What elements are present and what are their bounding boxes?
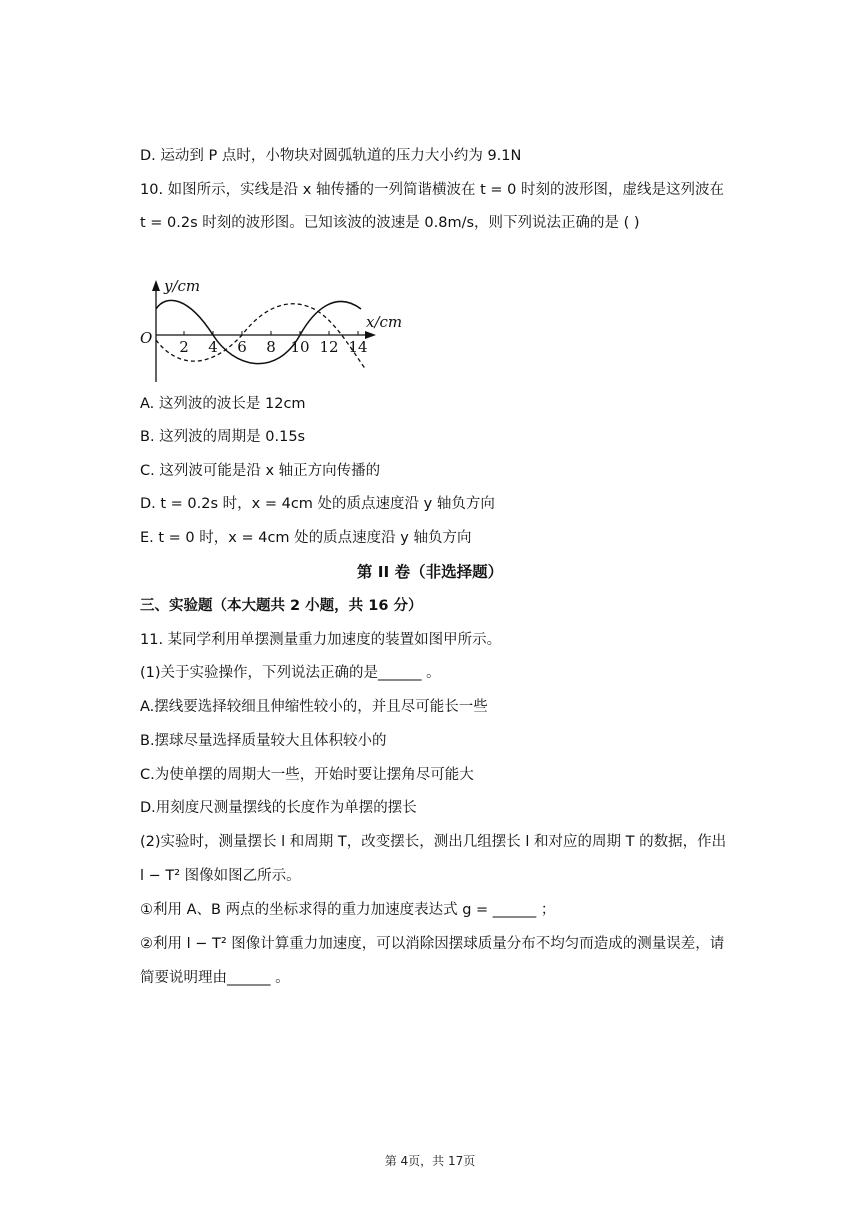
part-title: 三、实验题（本大题共 2 小题，共 16 分） — [140, 598, 423, 614]
origin-label: O — [140, 329, 153, 347]
y-axis-label: y/cm — [164, 277, 201, 295]
q10-option-e: E. t = 0 时，x = 4cm 处的质点速度沿 y 轴负方向 — [140, 530, 472, 546]
volume-title: 第 II 卷（非选择题） — [356, 563, 504, 581]
q11-sub1: (1)关于实验操作，下列说法正确的是______ 。 — [140, 665, 441, 681]
q11-sub2-item2-line2: 简要说明理由______ 。 — [140, 970, 290, 986]
q10-option-d: D. t = 0.2s 时，x = 4cm 处的质点速度沿 y 轴负方向 — [140, 496, 495, 512]
q10-option-c: C. 这列波可能是沿 x 轴正方向传播的 — [140, 463, 381, 479]
x-tick-label: 14 — [348, 338, 368, 356]
q11-stem: 11. 某同学利用单摆测量重力加速度的装置如图甲所示。 — [140, 632, 502, 648]
x-axis-label: x/cm — [366, 313, 403, 331]
page-footer: 第 4页，共 17页 — [384, 1154, 476, 1168]
x-tick-label: 8 — [266, 338, 276, 356]
q11-sub1-option-a: A.摆线要选择较细且伸缩性较小的，并且尽可能长一些 — [140, 699, 488, 715]
q11-sub2-item2-line1: ②利用 l − T² 图像计算重力加速度，可以消除因摆球质量分布不均匀而造成的测量误差，请 — [140, 936, 725, 952]
x-tick-label: 6 — [237, 338, 247, 356]
q10-stem-line1: 10. 如图所示，实线是沿 x 轴传播的一列简谐横波在 t = 0 时刻的波形图，虚线是这列波在 — [140, 182, 724, 198]
q10-stem-line2: t = 0.2s 时刻的波形图。已知该波的波速是 0.8m/s，则下列说法正确的是 ( ) — [140, 215, 640, 231]
wave-figure — [136, 276, 406, 388]
x-tick-label: 2 — [179, 338, 189, 356]
q11-sub2-item1: ①利用 A、B 两点的坐标求得的重力加速度表达式 g = ______ ； — [140, 902, 556, 918]
q10-option-b: B. 这列波的周期是 0.15s — [140, 429, 306, 445]
q10-option-a: A. 这列波的波长是 12cm — [140, 396, 306, 412]
q9-option-d: D. 运动到 P 点时，小物块对圆弧轨道的压力大小约为 9.1N — [140, 148, 522, 164]
q11-sub2-line1: (2)实验时，测量摆长 l 和周期 T，改变摆长，测出几组摆长 l 和对应的周期 T 的数据，作出 — [140, 834, 727, 850]
dashed-wave — [156, 304, 366, 370]
q11-sub1-option-c: C.为使单摆的周期大一些，开始时要让摆角尽可能大 — [140, 767, 474, 783]
x-tick-label: 10 — [290, 338, 310, 356]
q11-sub1-option-d: D.用刻度尺测量摆线的长度作为单摆的摆长 — [140, 800, 417, 816]
x-tick-label: 4 — [208, 338, 218, 356]
q11-sub1-option-b: B.摆球尽量选择质量较大且体积较小的 — [140, 733, 387, 749]
x-tick-label: 12 — [319, 338, 339, 356]
y-axis-arrow — [152, 280, 160, 291]
q11-sub2-line2: l − T² 图像如图乙所示。 — [140, 868, 301, 884]
